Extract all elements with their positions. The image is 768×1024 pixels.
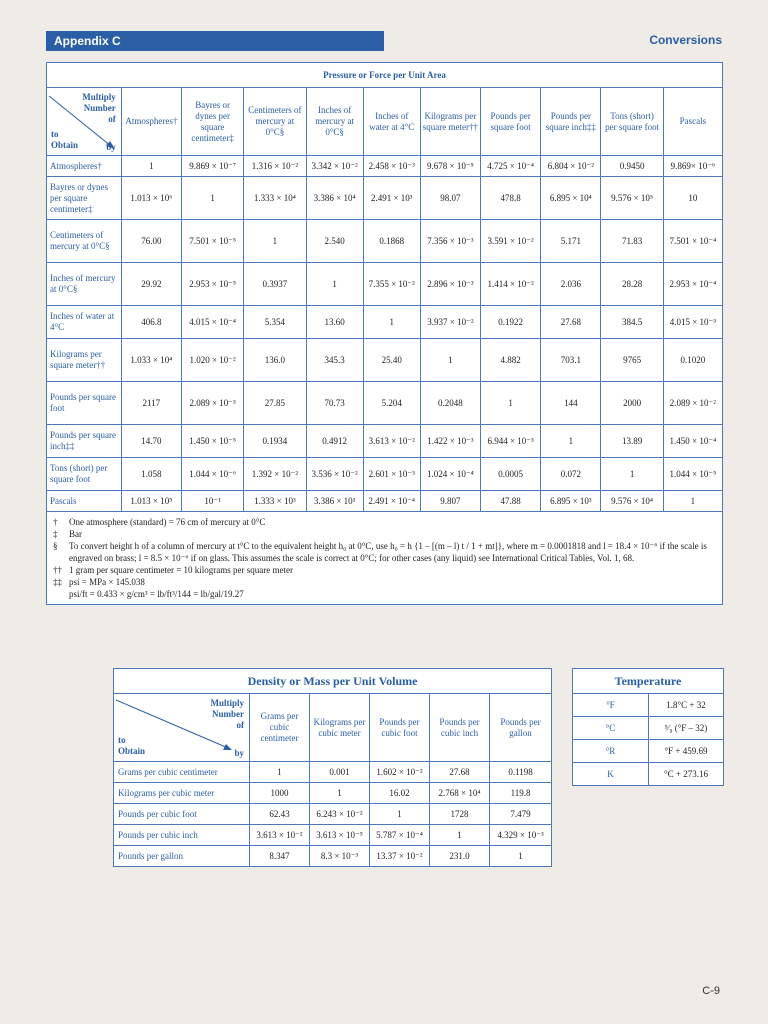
table-row [47,458,723,491]
corner-of: of [108,114,116,124]
table-cell: 71.83 [601,220,663,263]
column-header: Atmospheres† [121,88,181,156]
table-cell: 1000 [250,783,310,804]
column-header: Inches of water at 4°C [363,88,420,156]
temperature-unit: °R [573,740,649,763]
table-cell: 2.768 × 10⁴ [430,783,490,804]
table-cell: 384.5 [601,306,663,339]
table-cell: 1 [370,804,430,825]
footnote [53,588,716,600]
table-cell: 1 [181,177,243,220]
table-cell: 1.024 × 10⁻⁴ [420,458,480,491]
table-row [114,762,552,783]
column-header: Pounds per cubic inch [430,694,490,762]
column-header: Grams per cubic centimeter [250,694,310,762]
table-cell: 6.895 × 10⁴ [541,177,601,220]
table-row [47,339,723,382]
table-cell: 27.85 [244,382,306,425]
temperature-table [572,668,724,786]
table-row [47,177,723,220]
table-row [573,763,724,786]
table-cell: 7.355 × 10⁻² [363,263,420,306]
table-cell: 0.1934 [244,425,306,458]
table-cell: 27.68 [430,762,490,783]
table-cell: 1.602 × 10⁻² [370,762,430,783]
column-header: Kilograms per square meter†† [420,88,480,156]
row-header: Pounds per gallon [114,846,250,867]
table-cell: 1.422 × 10⁻³ [420,425,480,458]
table-cell: 3.613 × 10⁻² [363,425,420,458]
table-cell: 1.013 × 10⁵ [121,491,181,512]
table-cell: 0.1198 [490,762,552,783]
table-row [47,306,723,339]
corner-number: Number [83,103,116,113]
table-cell: 6.895 × 10³ [541,491,601,512]
table-cell: 47.88 [481,491,541,512]
column-header: Kilograms per cubic meter [310,694,370,762]
row-header: Pounds per cubic foot [114,804,250,825]
table-cell: 1 [481,382,541,425]
table-row [47,220,723,263]
row-header: Inches of water at 4°C [47,306,122,339]
table-cell: 0.1868 [363,220,420,263]
column-header: Inches of mercury at 0°C§ [306,88,363,156]
column-header: Tons (short) per square foot [601,88,663,156]
table-cell: 4.015 × 10⁻³ [663,306,722,339]
pressure-table [46,62,723,605]
table-cell: 5.171 [541,220,601,263]
table-cell: 0.3937 [244,263,306,306]
table-row [573,717,724,740]
table-cell: 1 [310,783,370,804]
table-cell: 1 [490,846,552,867]
table-row [573,740,724,763]
footnote-text: psi/ft = 0.433 × g/cm³ = lb/ft³/144 = lb/gal/19.27 [69,589,244,599]
footnote-text: psi = MPa × 145.038 [69,577,145,587]
table-cell: 13.37 × 10⁻² [370,846,430,867]
table-cell: 3.591 × 10⁻² [481,220,541,263]
table-cell: 6.804 × 10⁻² [541,156,601,177]
table-cell: 14.70 [121,425,181,458]
column-header: Pounds per square foot [481,88,541,156]
corner-number: Number [212,709,244,719]
row-header: Pounds per square foot [47,382,122,425]
table-cell: 0.4912 [306,425,363,458]
table-cell: 9.869 × 10⁻⁷ [181,156,243,177]
table-cell: 7.479 [490,804,552,825]
table-cell: 2.491 × 10⁻⁴ [363,491,420,512]
table-cell: 7.501 × 10⁻⁵ [181,220,243,263]
row-header: Centimeters of mercury at 0°C§ [47,220,122,263]
row-header: Grams per cubic centimeter [114,762,250,783]
table-cell: 1.392 × 10⁻² [244,458,306,491]
row-header: Kilograms per square meter†† [47,339,122,382]
table-cell: 28.28 [601,263,663,306]
footnote [53,540,716,564]
table-cell: 25.40 [363,339,420,382]
table-cell: 1 [430,825,490,846]
temperature-title: Temperature [573,669,724,694]
footnote-text: 1 gram per square centimeter = 10 kilograms per square meter [69,565,293,575]
row-header: Tons (short) per square foot [47,458,122,491]
row-header: Pounds per square inch‡‡ [47,425,122,458]
table-cell: 478.8 [481,177,541,220]
corner-by: by [106,142,116,152]
footnote-symbol: § [53,541,58,551]
temperature-formula: 1.8°C + 32 [649,694,724,717]
table-cell: 136.0 [244,339,306,382]
table-cell: 4.882 [481,339,541,382]
table-cell: 9.807 [420,491,480,512]
table-cell: 0.1020 [663,339,722,382]
footnotes [47,512,723,605]
table-cell: 1 [663,491,722,512]
table-cell: 0.072 [541,458,601,491]
table-cell: 1728 [430,804,490,825]
table-cell: 1.044 × 10⁻⁶ [181,458,243,491]
table-cell: 9.869× 10⁻⁶ [663,156,722,177]
table-cell: 2.089 × 10⁻² [663,382,722,425]
table-cell: 231.0 [430,846,490,867]
table-cell: 2.458 × 10⁻³ [363,156,420,177]
table-cell: 1.414 × 10⁻² [481,263,541,306]
footnote [53,516,716,528]
table-cell: 1.058 [121,458,181,491]
table-cell: 1 [244,220,306,263]
row-header: Pounds per cubic inch [114,825,250,846]
table-cell: 76.00 [121,220,181,263]
row-header: Bayres or dynes per square centimeter‡ [47,177,122,220]
footnote-symbol [53,588,69,600]
section-title: Conversions [649,33,722,47]
table-cell: 1.020 × 10⁻² [181,339,243,382]
table-cell: 2.953 × 10⁻⁵ [181,263,243,306]
table-cell: 144 [541,382,601,425]
table-cell: 6.243 × 10⁻² [310,804,370,825]
footnote-symbol: ‡‡ [53,577,62,587]
table-cell: 8.347 [250,846,310,867]
corner-multiply: Multiply [210,698,244,708]
table-cell: 8.3 × 10⁻³ [310,846,370,867]
table-cell: 29.92 [121,263,181,306]
table-cell: 27.68 [541,306,601,339]
table-cell: 0.1922 [481,306,541,339]
table-cell: 1 [363,306,420,339]
table-cell: 10 [663,177,722,220]
table-cell: 1.333 × 10⁴ [244,177,306,220]
table-cell: 1.044 × 10⁻⁵ [663,458,722,491]
table-cell: 1 [306,263,363,306]
table-cell: 9.576 × 10⁴ [601,491,663,512]
table-cell: 4.329 × 10⁻³ [490,825,552,846]
table-cell: 1.333 × 10³ [244,491,306,512]
column-header: Centimeters of mercury at 0°C§ [244,88,306,156]
corner-cell [114,694,250,762]
table-cell: 3.342 × 10⁻² [306,156,363,177]
row-header: Inches of mercury at 0°C§ [47,263,122,306]
column-header: Pounds per square inch‡‡ [541,88,601,156]
density-title: Density or Mass per Unit Volume [114,669,552,694]
table-cell: 98.07 [420,177,480,220]
table-row [573,694,724,717]
table-cell: 2.491 × 10³ [363,177,420,220]
table-row [114,846,552,867]
table-row [47,491,723,512]
table-cell: 2117 [121,382,181,425]
table-cell: 1.033 × 10⁴ [121,339,181,382]
table-cell: 2.601 × 10⁻³ [363,458,420,491]
table-cell: 9765 [601,339,663,382]
table-row [47,425,723,458]
table-cell: 2.540 [306,220,363,263]
footnote [53,528,716,540]
appendix-label: Appendix C [46,31,384,51]
table-cell: 0.001 [310,762,370,783]
corner-obtain: Obtain [51,140,79,150]
table-cell: 16.02 [370,783,430,804]
table-cell: 3.937 × 10⁻² [420,306,480,339]
table-cell: 9.576 × 10⁵ [601,177,663,220]
footnote [53,576,716,588]
temperature-unit: K [573,763,649,786]
footnote-symbol: ‡ [53,529,58,539]
table-cell: 62.43 [250,804,310,825]
column-header: Pounds per gallon [490,694,552,762]
footnote-symbol: † [53,517,58,527]
table-cell: 5.354 [244,306,306,339]
footnote [53,564,716,576]
corner-to: to [51,129,59,139]
table-cell: 1.450 × 10⁻⁴ [663,425,722,458]
table-cell: 1 [250,762,310,783]
corner-cell [47,88,122,156]
table-row [114,783,552,804]
table-cell: 0.0005 [481,458,541,491]
footnote-text: One atmosphere (standard) = 76 cm of mercury at 0°C [69,517,266,527]
temperature-unit: °F [573,694,649,717]
density-table [113,668,552,867]
page-number: C-9 [702,985,720,997]
table-row [114,825,552,846]
column-header: Pounds per cubic foot [370,694,430,762]
table-cell: 10⁻¹ [181,491,243,512]
table-cell: 9.678 × 10⁻⁵ [420,156,480,177]
corner-multiply: Multiply [82,92,116,102]
row-header: Pascals [47,491,122,512]
table-cell: 3.386 × 10⁴ [306,177,363,220]
temperature-formula: °C + 273.16 [649,763,724,786]
table-cell: 3.613 × 10⁻⁵ [310,825,370,846]
table-cell: 2000 [601,382,663,425]
footnote-text: To convert height h of a column of mercury at t°C to the equivalent height h₀ at 0°C, use h₀ = h {1 – [(m – l) t / 1 + mt]}, where m = 0.0001818 and l = 18.4 × 10⁻⁶ if the scale is engraved on brass; l = 8.5 × 10⁻⁶ if on glass. This assumes the scale is correct at 0°C; for other cases (any liquid) see International Critical Tables, Vol. 1, 68. [69,541,707,563]
table-cell: 13.89 [601,425,663,458]
table-cell: 119.8 [490,783,552,804]
table-row [47,382,723,425]
temperature-formula: ⁵⁄₉ (°F – 32) [649,717,724,740]
table-cell: 1 [420,339,480,382]
table-cell: 1 [601,458,663,491]
table-cell: 1.013 × 10⁶ [121,177,181,220]
table-cell: 0.9450 [601,156,663,177]
table-cell: 13.60 [306,306,363,339]
table-cell: 2.953 × 10⁻⁴ [663,263,722,306]
table-cell: 1 [541,425,601,458]
table-cell: 5.204 [363,382,420,425]
table-cell: 1.450 × 10⁻⁵ [181,425,243,458]
table-cell: 4.725 × 10⁻⁴ [481,156,541,177]
table-cell: 703.1 [541,339,601,382]
table-cell: 5.787 × 10⁻⁴ [370,825,430,846]
table-row [114,804,552,825]
corner-to: to [118,735,126,745]
table-cell: 3.613 × 10⁻² [250,825,310,846]
column-header: Pascals [663,88,722,156]
table-cell: 4.015 × 10⁻⁴ [181,306,243,339]
temperature-formula: °F + 459.69 [649,740,724,763]
row-header: Atmospheres† [47,156,122,177]
table-cell: 2.036 [541,263,601,306]
table-cell: 2.089 × 10⁻³ [181,382,243,425]
table-cell: 1.316 × 10⁻² [244,156,306,177]
table-cell: 3.386 × 10³ [306,491,363,512]
table-cell: 7.356 × 10⁻³ [420,220,480,263]
corner-by: by [234,748,244,758]
column-header: Bayres or dynes per square centimeter‡ [181,88,243,156]
table-cell: 345.3 [306,339,363,382]
pressure-title: Pressure or Force per Unit Area [47,63,723,88]
table-cell: 2.896 × 10⁻³ [420,263,480,306]
table-cell: 70.73 [306,382,363,425]
temperature-unit: °C [573,717,649,740]
table-cell: 7.501 × 10⁻⁴ [663,220,722,263]
corner-of: of [236,720,244,730]
table-cell: 3.536 × 10⁻² [306,458,363,491]
table-cell: 0.2048 [420,382,480,425]
corner-obtain: Obtain [118,746,146,756]
table-row [47,156,723,177]
row-header: Kilograms per cubic meter [114,783,250,804]
table-cell: 1 [121,156,181,177]
table-cell: 406.8 [121,306,181,339]
table-row [47,263,723,306]
table-cell: 6.944 × 10⁻³ [481,425,541,458]
footnote-symbol: †† [53,565,62,575]
footnote-text: Bar [69,529,82,539]
